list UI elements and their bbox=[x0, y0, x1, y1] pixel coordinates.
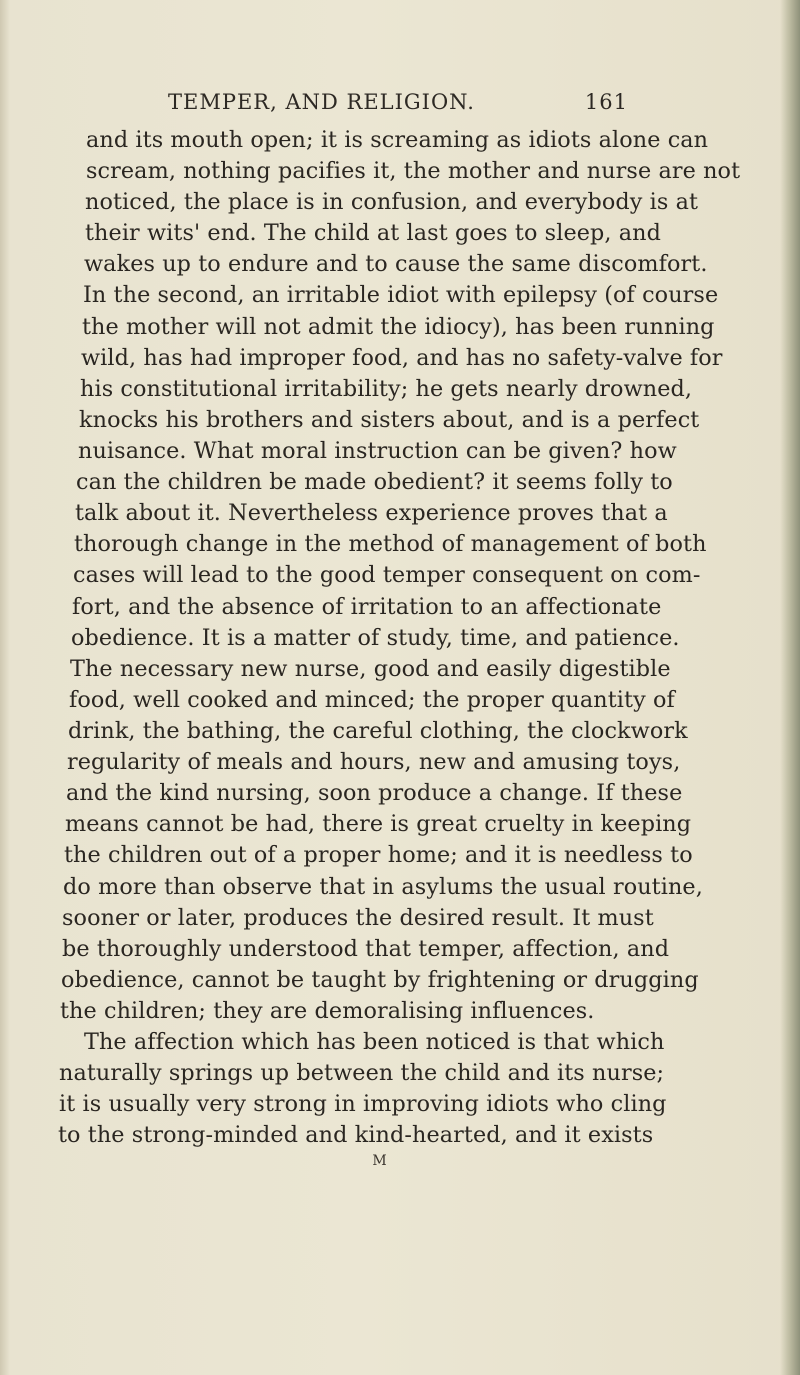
running-head-title: TEMPER, AND RELIGION. bbox=[168, 90, 475, 114]
text-line: and the kind nursing, soon produce a change. If these bbox=[66, 780, 683, 806]
text-line: obedience. It is a matter of study, time, and patience. bbox=[71, 625, 680, 651]
text-line: and its mouth open; it is screaming as idiots alone can bbox=[86, 127, 709, 153]
text-line: noticed, the place is in confusion, and everybody is at bbox=[85, 189, 699, 215]
page-left-edge-shadow bbox=[0, 0, 10, 1375]
text-line: the mother will not admit the idiocy), has been running bbox=[82, 314, 715, 340]
text-line: can the children be made obedient? it seems folly to bbox=[76, 469, 673, 495]
text-line: wild, has had improper food, and has no safety-valve for bbox=[81, 345, 723, 371]
text-line: food, well cooked and minced; the proper quantity of bbox=[69, 687, 675, 713]
text-line: the children out of a proper home; and it is needless to bbox=[64, 842, 693, 868]
page-number: 161 bbox=[584, 90, 628, 114]
text-line: scream, nothing pacifies it, the mother and nurse are not bbox=[86, 158, 741, 184]
text-line: it is usually very strong in improving idiots who cling bbox=[59, 1091, 667, 1117]
text-line: be thoroughly understood that temper, affection, and bbox=[62, 936, 670, 962]
text-line: nuisance. What moral instruction can be given? how bbox=[78, 438, 677, 464]
text-line: sooner or later, produces the desired result. It must bbox=[62, 905, 654, 931]
signature-mark: M bbox=[372, 1153, 388, 1169]
text-line: talk about it. Nevertheless experience proves that a bbox=[75, 500, 668, 526]
text-line: The affection which has been noticed is that which bbox=[84, 1029, 665, 1055]
text-line: do more than observe that in asylums the usual routine, bbox=[63, 874, 703, 900]
text-line: to the strong-minded and kind-hearted, and it exists bbox=[58, 1122, 654, 1148]
text-line: obedience, cannot be taught by frightening or drugging bbox=[61, 967, 699, 993]
text-line: The necessary new nurse, good and easily digestible bbox=[70, 656, 671, 682]
running-head bbox=[168, 86, 628, 118]
text-line: their wits' end. The child at last goes to sleep, and bbox=[85, 220, 662, 246]
text-line: In the second, an irritable idiot with epilepsy (of course bbox=[83, 282, 719, 308]
text-line: fort, and the absence of irritation to an affectionate bbox=[72, 594, 662, 620]
text-line: thorough change in the method of management of both bbox=[74, 531, 707, 557]
text-line: naturally springs up between the child and its nurse; bbox=[59, 1060, 665, 1086]
text-line: means cannot be had, there is great cruelty in keeping bbox=[65, 811, 692, 837]
text-line: regularity of meals and hours, new and amusing toys, bbox=[67, 749, 681, 775]
text-line: the children; they are demoralising influences. bbox=[60, 998, 595, 1024]
text-line: drink, the bathing, the careful clothing, the clockwork bbox=[68, 718, 688, 744]
text-line: cases will lead to the good temper consequent on com- bbox=[73, 562, 701, 588]
text-line: his constitutional irritability; he gets nearly drowned, bbox=[80, 376, 693, 402]
text-line: wakes up to endure and to cause the same discomfort. bbox=[84, 251, 708, 277]
text-line: knocks his brothers and sisters about, and is a perfect bbox=[79, 407, 700, 433]
